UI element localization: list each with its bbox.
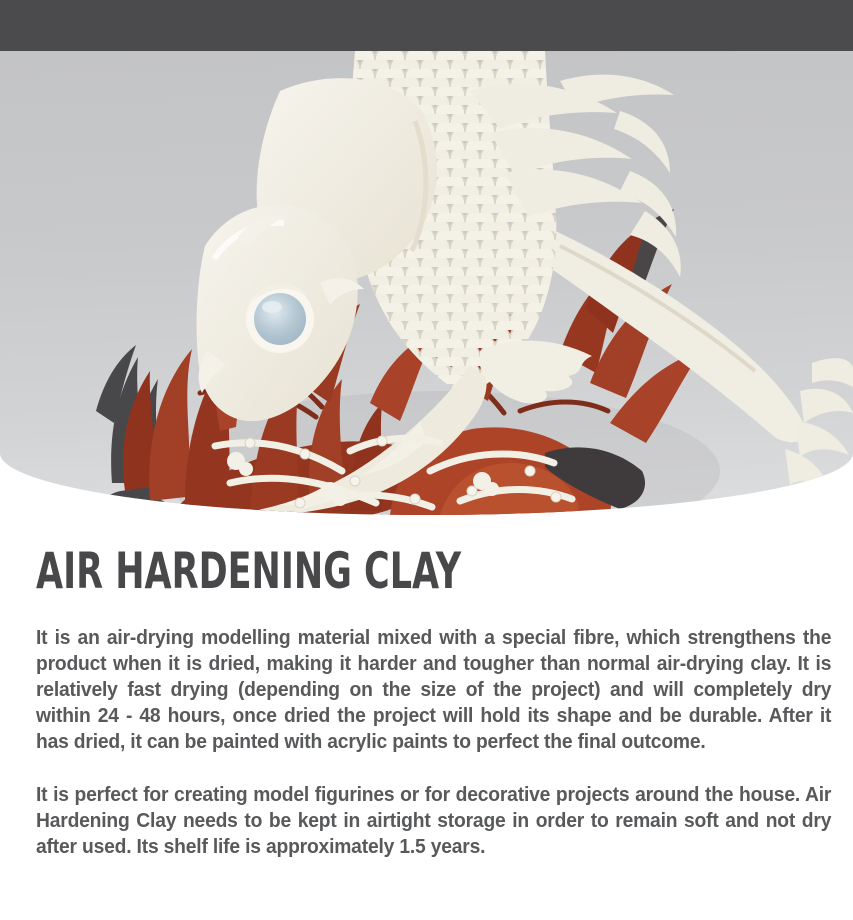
page-title: AIR HARDENING CLAY <box>36 542 462 600</box>
description-paragraph-2: It is perfect for creating model figurines or for decorative projects around the house. Air Hardening Clay needs to be kept in airtight storage in order to remain soft and not dry after used. Its shelf life is approximately 1.5 years. <box>36 782 832 858</box>
hero-image-section <box>0 51 853 515</box>
product-info-section <box>0 515 853 860</box>
clay-dragon-sculpture-image <box>0 51 853 515</box>
top-bar <box>0 0 853 51</box>
description-paragraph-1: It is an air-drying modelling material mixed with a special fibre, which strengthens the product when it is dried, making it harder and tougher than normal air-drying clay. It is relatively fast drying (depending on the size of the project) and will completely dry within 24 - 48 hours, once dried the project will hold its shape and be durable. After it has dried, it can be painted with acrylic paints to perfect the final outcome. <box>36 625 832 753</box>
